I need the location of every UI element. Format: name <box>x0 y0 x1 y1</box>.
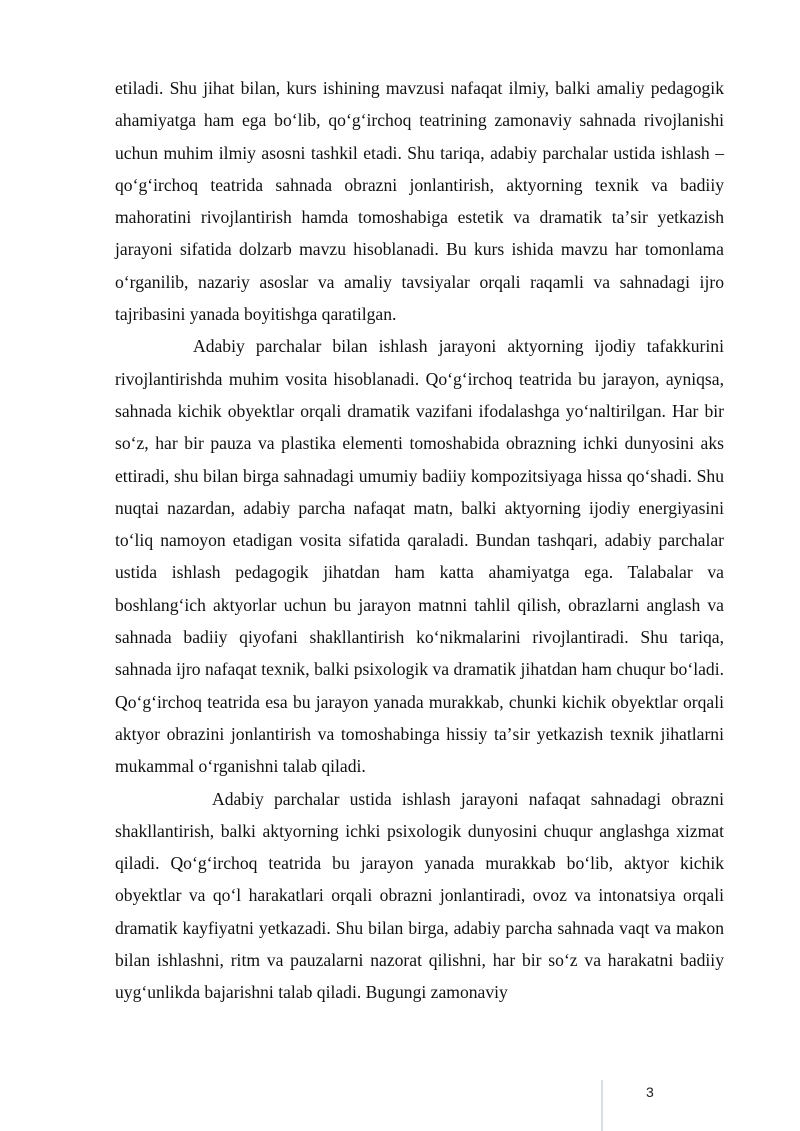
footer-divider <box>601 1080 603 1131</box>
body-text <box>115 72 724 1009</box>
page-number: 3 <box>646 1084 654 1100</box>
paragraph-1: etiladi. Shu jihat bilan, kurs ishining mavzusi nafaqat ilmiy, balki amaliy pedagogik ahamiyatga ham ega boʻlib, qoʻgʻirchoq teatrining zamonaviy sahnada rivojlanishi uchun muhim ilmiy asosni tashkil etadi. Shu tariqa, adabiy parchalar ustida ishlash – qoʻgʻirchoq teatrida sahnada obrazni jonlantirish, aktyorning texnik va badiiy mahoratini rivojlantirish hamda tomoshabiga estetik va dramatik taʼsir yetkazish jarayoni sifatida dolzarb mavzu hisoblanadi. Bu kurs ishida mavzu har tomonlama oʻrganilib, nazariy asoslar va amaliy tavsiyalar orqali raqamli va sahnadagi ijro tajribasini yanada boyitishga qaratilgan. <box>115 78 724 325</box>
paragraph-2: Adabiy parchalar bilan ishlash jarayoni aktyorning ijodiy tafakkurini rivojlantirishda muhim vosita hisoblanadi. Qoʻgʻirchoq teatrida bu jarayon, ayniqsa, sahnada kichik obyektlar orqali dramatik vazifani ifodalashga yoʻnaltirilgan. Har bir soʻz, har bir pauza va plastika elementi tomoshabida obrazning ichki dunyosini aks ettiradi, shu bilan birga sahnadagi umumiy badiiy kompozitsiyaga hissa qoʻshadi. Shu nuqtai nazardan, adabiy parcha nafaqat matn, balki aktyorning ijodiy energiyasini toʻliq namoyon etadigan vosita sifatida qaraladi. Bundan tashqari, adabiy parchalar ustida ishlash pedagogik jihatdan ham katta ahamiyatga ega. Talabalar va boshlangʻich aktyorlar uchun bu jarayon matnni tahlil qilish, obrazlarni anglash va sahnada badiiy qiyofani shakllantirish koʻnikmalarini rivojlantiradi. Shu tariqa, sahnada ijro nafaqat texnik, balki psixologik va dramatik jihatdan ham chuqur boʻladi. Qoʻgʻirchoq teatrida esa bu jarayon yanada murakkab, chunki kichik obyektlar orqali aktyor obrazini jonlantirish va tomoshabinga hissiy taʼsir yetkazish texnik jihatlarni mukammal oʻrganishni talab qiladi. <box>115 336 724 777</box>
paragraph-3: Adabiy parchalar ustida ishlash jarayoni nafaqat sahnadagi obrazni shakllantirish, balki aktyorning ichki psixologik dunyosini chuqur anglashga xizmat qiladi. Qoʻgʻirchoq teatrida bu jarayon yanada murakkab boʻlib, aktyor kichik obyektlar va qoʻl harakatlari orqali obrazni jonlantiradi, ovoz va intonatsiya orqali dramatik kayfiyatni yetkazadi. Shu bilan birga, adabiy parcha sahnada vaqt va makon bilan ishlashni, ritm va pauzalarni nazorat qilishni, har bir soʻz va harakatni badiiy uygʻunlikda bajarishni talab qiladi. Bugungi zamonaviy <box>115 788 724 1003</box>
